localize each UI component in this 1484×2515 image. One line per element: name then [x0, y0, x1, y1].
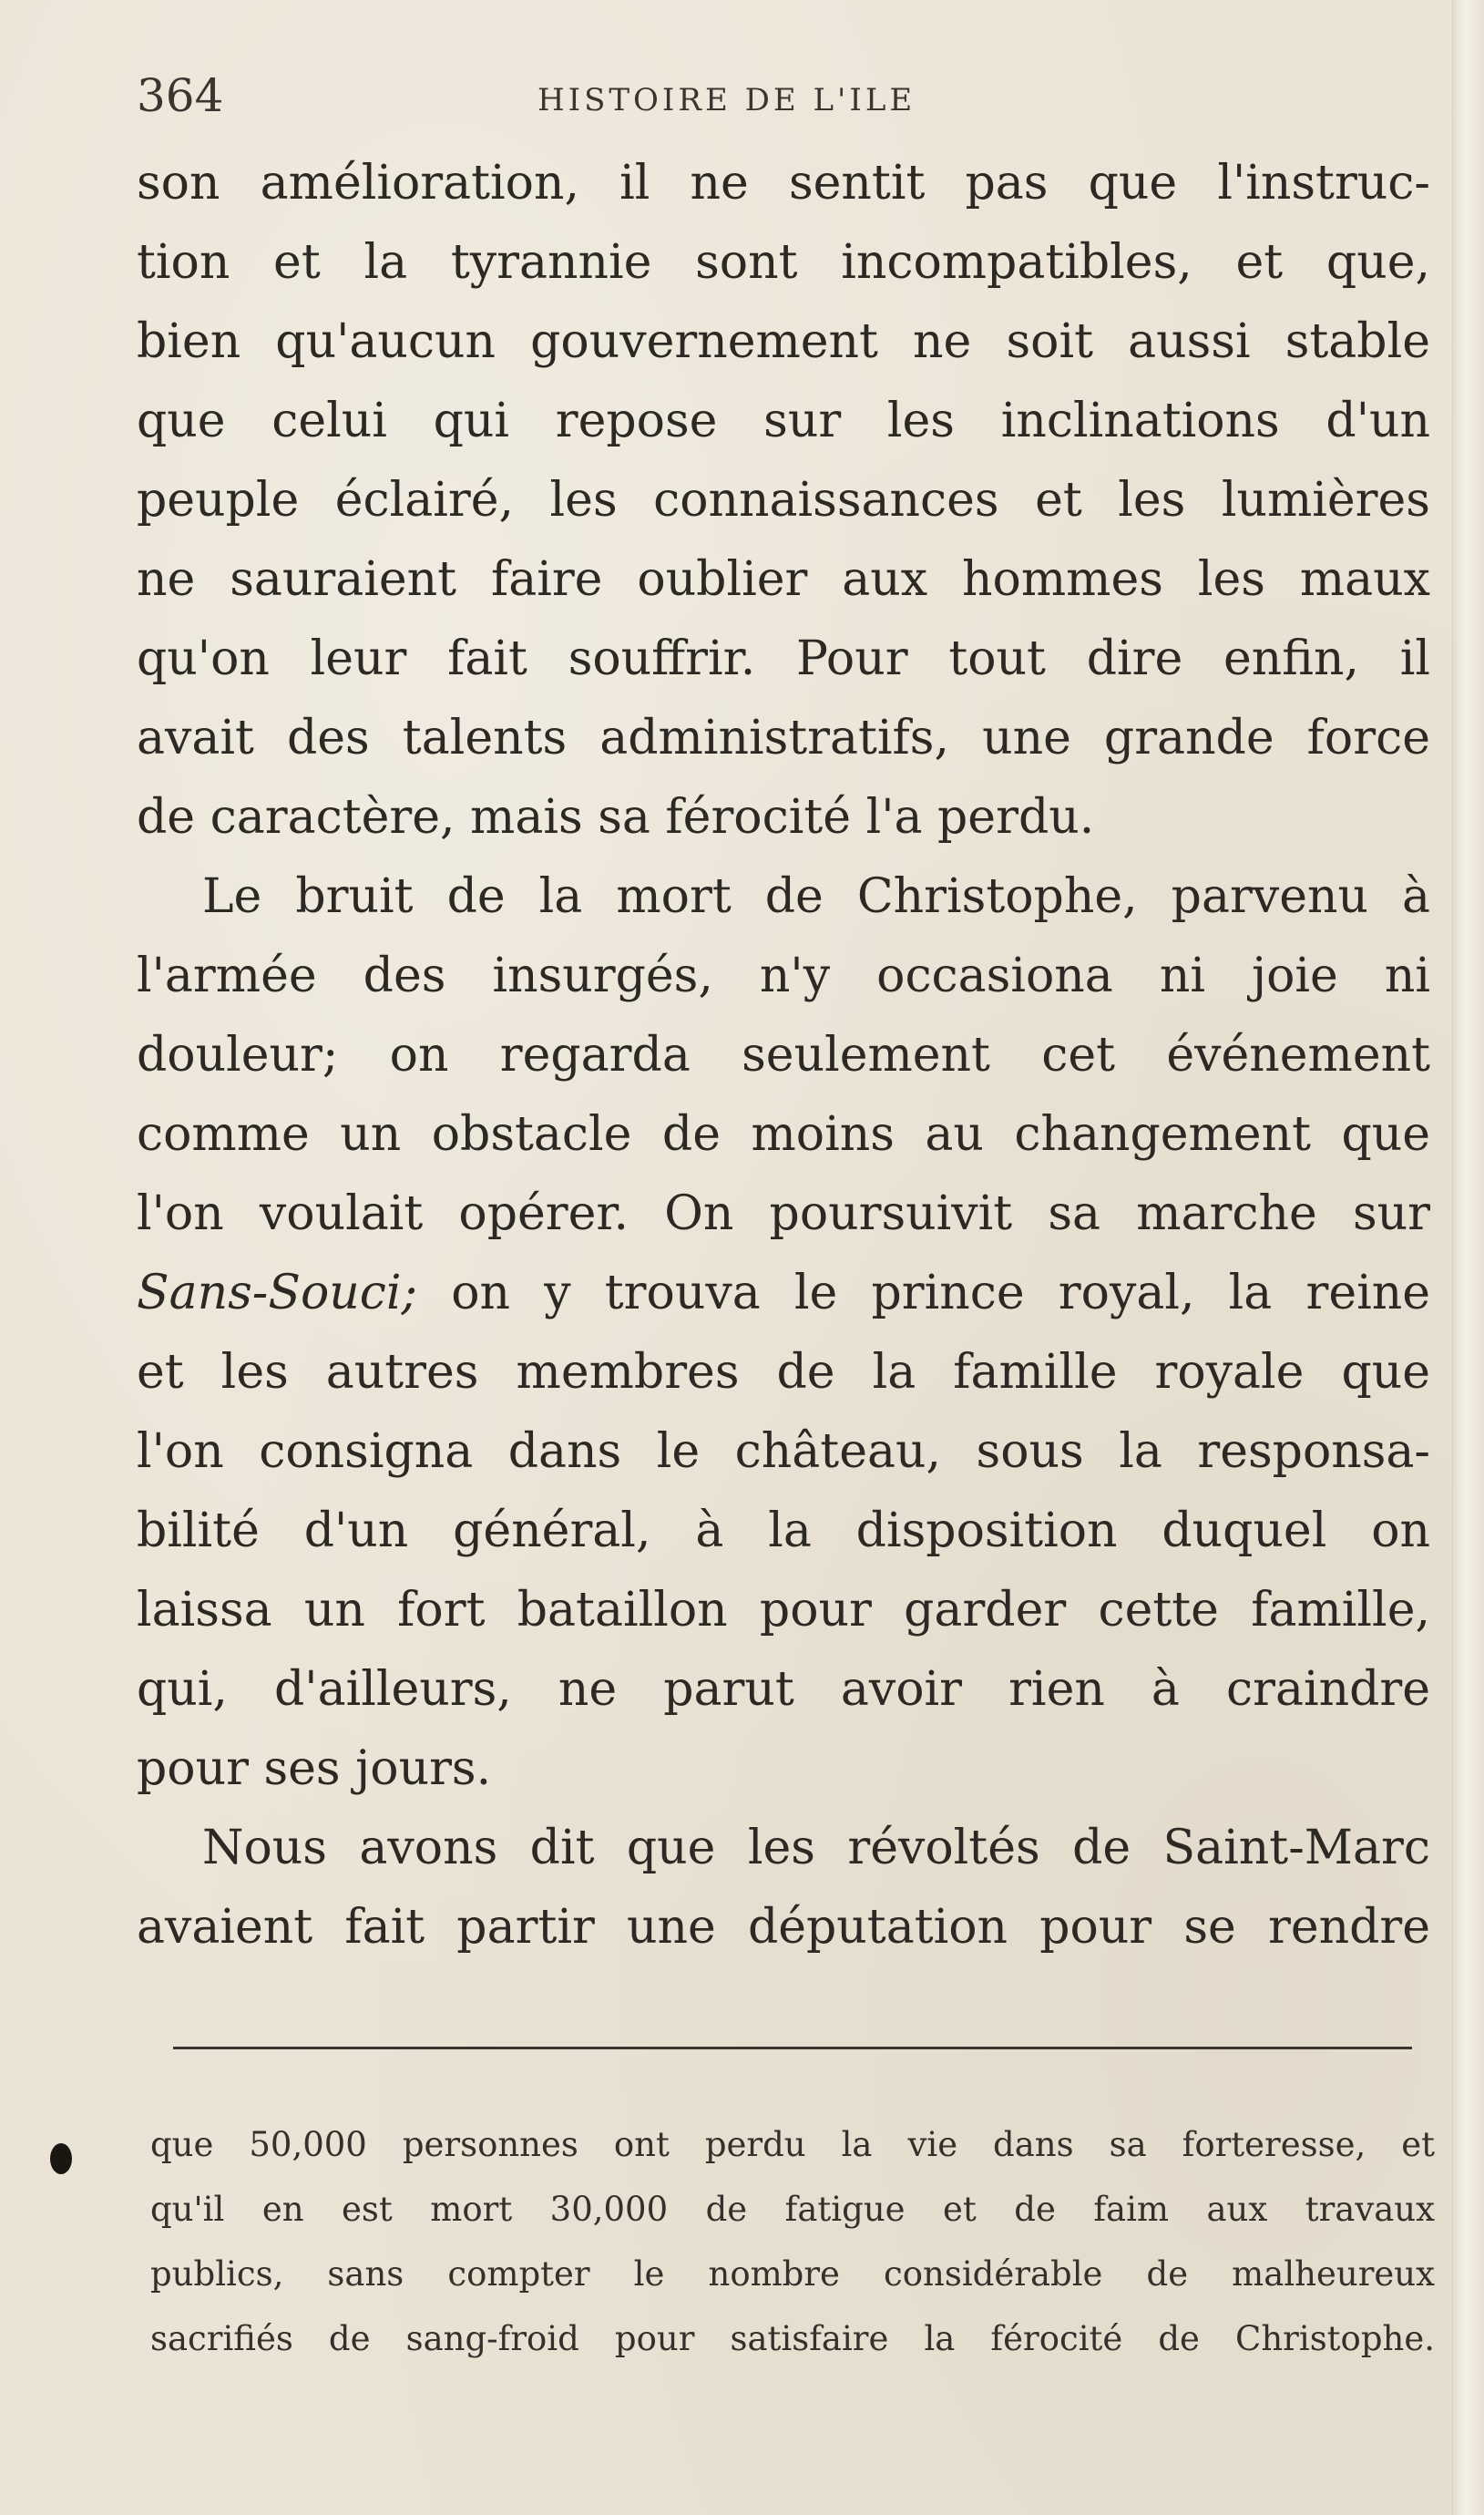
text-line: peuple éclairé, les connaissances et les lumières	[137, 473, 1430, 528]
italic-place-name: Sans-Souci;	[137, 1266, 418, 1320]
text-line: ne sauraient faire oublier aux hommes les maux	[137, 552, 1430, 607]
running-head: HISTOIRE DE L'ILE	[537, 82, 916, 118]
footnote	[150, 2112, 1435, 2371]
footnote-line: qu'il en est mort 30,000 de fatigue et de faim aux travaux	[150, 2190, 1435, 2229]
text-line: pour ses jours.	[137, 1741, 492, 1796]
paragraph-start-line: Le bruit de la mort de Christophe, parvenu à	[202, 869, 1430, 924]
text-line: bilité d'un général, à la disposition duquel on	[137, 1504, 1430, 1558]
text-line: l'on voulait opérer. On poursuivit sa marche sur	[137, 1186, 1430, 1241]
ink-blot	[50, 2143, 72, 2174]
text-line: l'armée des insurgés, n'y occasiona ni joie ni	[137, 949, 1430, 1003]
text-line-mixed	[137, 1254, 1430, 1333]
footnote-line: publics, sans compter le nombre considérable de malheureux	[150, 2254, 1435, 2294]
text-line: avait des talents administratifs, une grande force	[137, 711, 1430, 765]
paragraph-start-line: Nous avons dit que les révoltés de Saint-Marc	[202, 1821, 1430, 1875]
text-line: avaient fait partir une députation pour se rendre	[137, 1900, 1430, 1955]
footnote-rule	[173, 2047, 1412, 2049]
text-line: bien qu'aucun gouvernement ne soit aussi stable	[137, 314, 1430, 369]
page-edge	[1452, 0, 1484, 2515]
text-line: qu'on leur fait souffrir. Pour tout dire enfin, il	[137, 631, 1430, 686]
text-line: l'on consigna dans le château, sous la responsa-	[137, 1424, 1430, 1479]
page-header	[137, 64, 1430, 128]
text-fragment: on y trouva le prince royal, la reine	[417, 1266, 1430, 1320]
footnote-line: que 50,000 personnes ont perdu la vie dans sa forteresse, et	[150, 2125, 1435, 2164]
text-line: tion et la tyrannie sont incompatibles, et que,	[137, 235, 1430, 290]
text-line: comme un obstacle de moins au changement que	[137, 1107, 1430, 1162]
text-line: laissa un fort bataillon pour garder cette famille,	[137, 1583, 1430, 1637]
text-line: qui, d'ailleurs, ne parut avoir rien à craindre	[137, 1662, 1430, 1717]
text-line: de caractère, mais sa férocité l'a perdu.	[137, 790, 1095, 845]
text-line: que celui qui repose sur les inclinations d'un	[137, 394, 1430, 448]
text-line: douleur; on regarda seulement cet événement	[137, 1028, 1430, 1083]
body-text	[137, 144, 1430, 1967]
text-line: son amélioration, il ne sentit pas que l'instruc-	[137, 156, 1430, 210]
page-number: 364	[137, 69, 224, 122]
text-line: et les autres membres de la famille royale que	[137, 1345, 1430, 1400]
footnote-line: sacrifiés de sang-froid pour satisfaire la férocité de Christophe.	[150, 2319, 1435, 2358]
